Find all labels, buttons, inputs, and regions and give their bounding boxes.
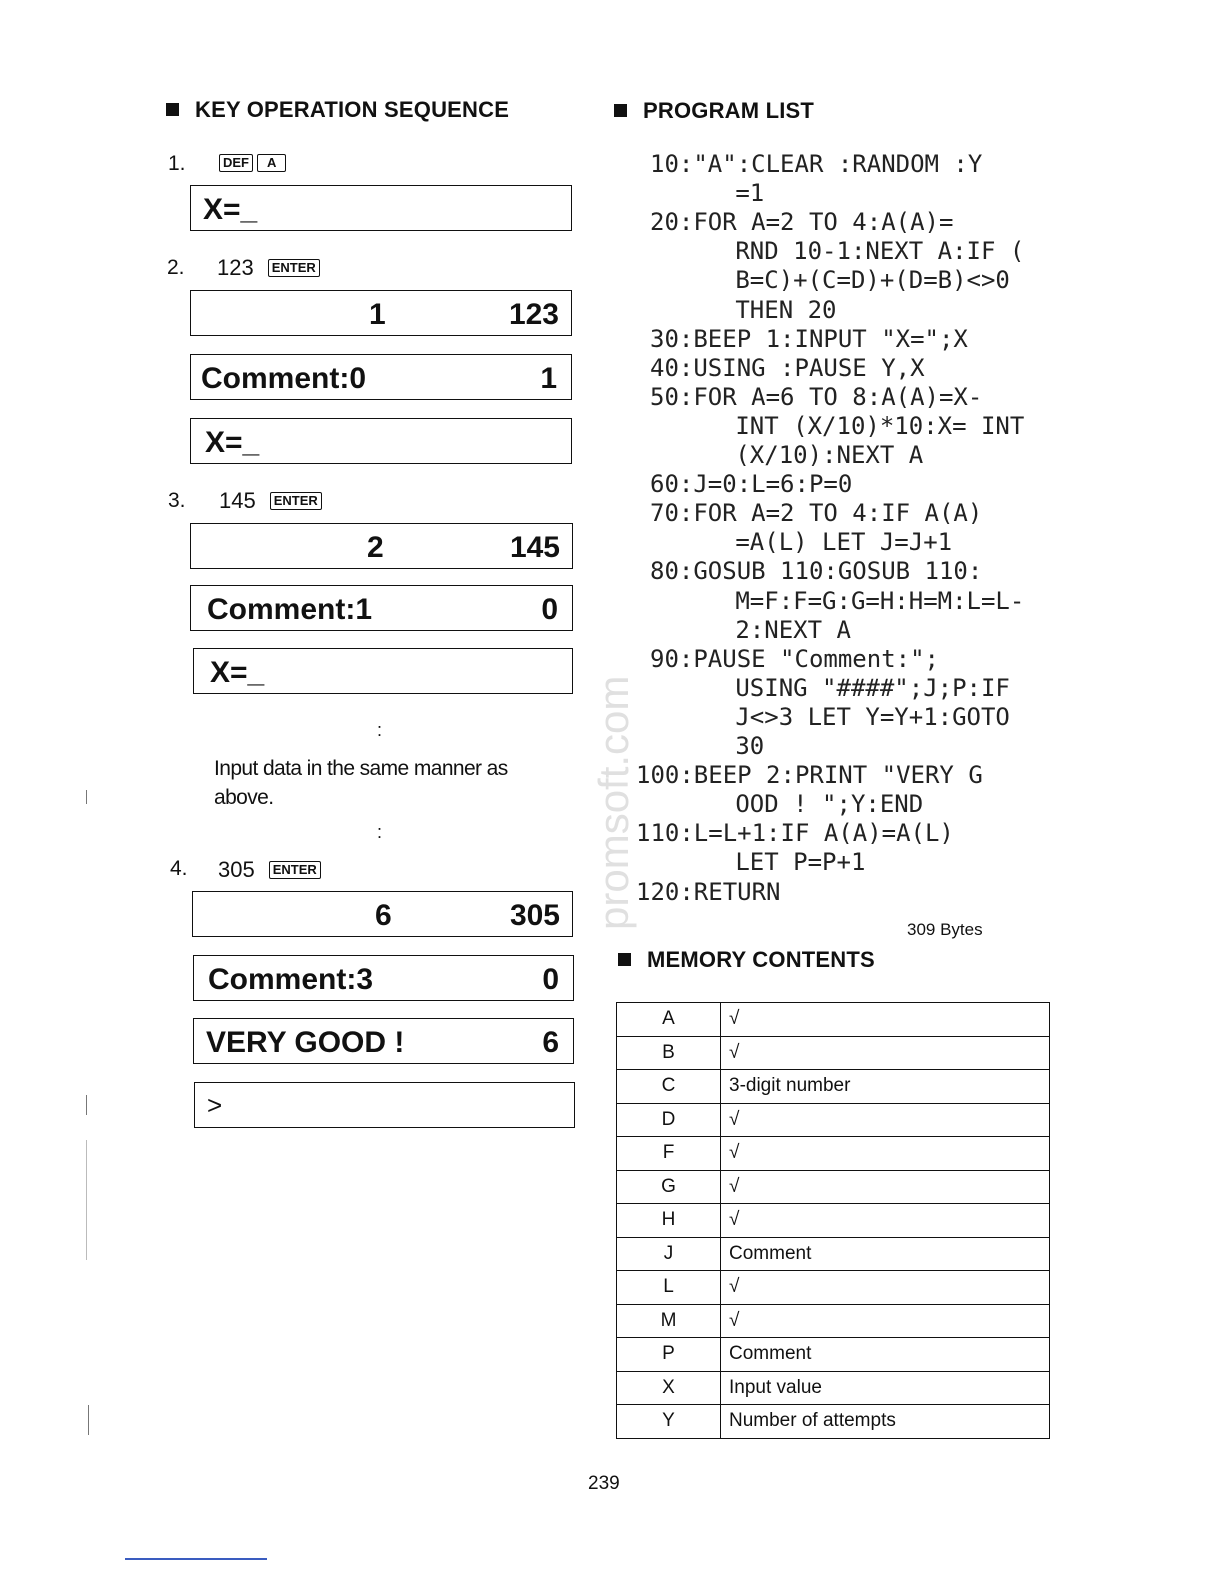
program-line: 90:PAUSE "Comment:"; — [650, 644, 939, 673]
table-row — [617, 1036, 1050, 1070]
program-line: 110:L=L+1:IF A(A)=A(L) — [636, 819, 954, 848]
bullet-square-icon — [614, 104, 627, 117]
lcd-right-text: 0 — [542, 963, 559, 996]
lcd-display — [192, 891, 573, 937]
memory-content: Input value — [721, 1371, 1050, 1405]
table-row — [617, 1170, 1050, 1204]
memory-variable: X — [617, 1371, 721, 1405]
ellipsis: : — [377, 720, 383, 740]
step-input: 145 — [219, 488, 256, 513]
memory-content: 3-digit number — [721, 1070, 1050, 1104]
program-line: INT (X/10)*10:X= INT — [692, 411, 1025, 440]
table-row — [617, 1271, 1050, 1305]
program-line: 10:"A":CLEAR :RANDOM :Y — [650, 150, 983, 178]
ellipsis: : — [377, 822, 383, 842]
lcd-right-text: 305 — [509, 899, 560, 932]
table-row — [617, 1137, 1050, 1171]
table-row — [617, 1237, 1050, 1271]
heading-text: MEMORY CONTENTS — [647, 947, 875, 972]
memory-content: √ — [721, 1103, 1050, 1137]
table-row — [617, 1371, 1050, 1405]
lcd-right-text: 0 — [541, 593, 558, 626]
lcd-display — [190, 290, 572, 336]
program-line: 80:GOSUB 110:GOSUB 110: — [650, 557, 983, 586]
key-a: A — [257, 154, 286, 172]
program-line: (X/10):NEXT A — [692, 441, 924, 469]
program-line: 30:BEEP 1:INPUT "X=";X — [650, 324, 968, 353]
memory-variable: D — [617, 1103, 721, 1137]
program-line: 120:RETURN — [636, 877, 781, 906]
program-line: LET P=P+1 — [692, 848, 866, 877]
memory-content: Number of attempts — [721, 1405, 1050, 1439]
step-number: 3. — [168, 489, 186, 512]
bullet-square-icon — [166, 103, 179, 116]
lcd-right-text: 123 — [508, 298, 559, 331]
memory-content: √ — [721, 1170, 1050, 1204]
lcd-display — [193, 648, 573, 694]
table-row — [617, 1070, 1050, 1104]
lcd-right-text: 6 — [542, 1026, 559, 1059]
program-line: 2:NEXT A — [692, 615, 851, 644]
lcd-left-text: Comment:3 — [208, 963, 374, 996]
lcd-left-text: Comment:1 — [207, 593, 373, 626]
lcd-display — [190, 523, 573, 569]
memory-variable: Y — [617, 1405, 721, 1439]
program-line: 60:J=0:L=6:P=0 — [650, 470, 853, 499]
lcd-left-text: Comment:0 — [201, 362, 367, 395]
memory-variable: C — [617, 1070, 721, 1104]
memory-variable: F — [617, 1137, 721, 1171]
table-row — [617, 1405, 1050, 1439]
memory-content: √ — [721, 1304, 1050, 1338]
step-keys — [217, 255, 320, 281]
step-input: 123 — [217, 255, 254, 280]
lcd-right-text: 145 — [509, 531, 560, 564]
memory-variable: P — [617, 1338, 721, 1372]
memory-variable: J — [617, 1237, 721, 1271]
note-text: Input data in the same manner as above. — [214, 757, 508, 809]
program-line: USING "####";J;P:IF — [692, 673, 1010, 702]
program-size: 309 Bytes — [907, 920, 983, 939]
page-number: 239 — [588, 1473, 620, 1494]
lcd-display — [194, 1082, 575, 1128]
table-row — [617, 1103, 1050, 1137]
bullet-square-icon — [618, 953, 631, 966]
margin-mark — [86, 790, 87, 804]
lcd-display — [190, 185, 572, 231]
program-line: 30 — [692, 732, 765, 760]
lcd-prompt-text: > — [207, 1090, 223, 1120]
memory-content: √ — [721, 1137, 1050, 1171]
memory-content: Comment — [721, 1338, 1050, 1372]
memory-content: √ — [721, 1204, 1050, 1238]
memory-variable: A — [617, 1003, 721, 1037]
table-row — [617, 1204, 1050, 1238]
lcd-left-text: X=_ — [205, 426, 260, 459]
heading-text: PROGRAM LIST — [643, 98, 815, 123]
lcd-mid-text: 1 — [369, 298, 386, 331]
memory-variable: L — [617, 1271, 721, 1305]
program-list-heading — [614, 98, 814, 124]
lcd-display — [193, 955, 574, 1001]
program-line: 20:FOR A=2 TO 4:A(A)= — [650, 208, 954, 237]
step-number: 4. — [170, 857, 188, 880]
margin-mark — [88, 1405, 89, 1435]
margin-mark — [86, 1140, 87, 1260]
bottom-rule — [125, 1558, 267, 1560]
key-def: DEF — [219, 154, 253, 172]
program-line: M=F:F=G:G=H:H=M:L=L- — [692, 586, 1025, 615]
memory-content: √ — [721, 1003, 1050, 1037]
heading-text: KEY OPERATION SEQUENCE — [195, 97, 510, 122]
lcd-left-text: X=_ — [210, 656, 265, 689]
program-line: 100:BEEP 2:PRINT "VERY G — [636, 761, 983, 790]
program-line: =1 — [692, 179, 765, 208]
program-line: =A(L) LET J=J+1 — [692, 528, 953, 557]
step-keys — [218, 857, 321, 883]
table-row — [617, 1304, 1050, 1338]
program-line: 50:FOR A=6 TO 8:A(A)=X- — [650, 382, 983, 411]
lcd-left-text: VERY GOOD ! — [206, 1026, 405, 1059]
memory-content: √ — [721, 1271, 1050, 1305]
lcd-display — [190, 354, 572, 400]
memory-content: √ — [721, 1036, 1050, 1070]
memory-content: Comment — [721, 1237, 1050, 1271]
memory-contents-heading — [618, 947, 875, 973]
program-line: OOD ! ";Y:END — [692, 790, 924, 819]
program-line: 40:USING :PAUSE Y,X — [650, 353, 925, 382]
program-line: RND 10-1:NEXT A:IF ( — [692, 237, 1025, 266]
step-keys — [205, 150, 286, 176]
lcd-mid-text: 6 — [375, 899, 392, 932]
key-enter: ENTER — [270, 492, 322, 510]
key-enter: ENTER — [269, 861, 321, 879]
memory-variable: B — [617, 1036, 721, 1070]
step-keys — [219, 488, 322, 514]
memory-variable: H — [617, 1204, 721, 1238]
table-row — [617, 1338, 1050, 1372]
lcd-display — [193, 1018, 574, 1064]
lcd-display — [190, 418, 572, 464]
key-enter: ENTER — [268, 259, 320, 277]
step-input: 305 — [218, 857, 255, 882]
memory-variable: M — [617, 1304, 721, 1338]
lcd-right-text: 1 — [540, 362, 557, 395]
key-sequence-heading — [166, 97, 509, 123]
lcd-display — [190, 585, 573, 631]
step-number: 1. — [168, 152, 186, 175]
step-number: 2. — [167, 256, 185, 279]
program-line: 70:FOR A=2 TO 4:IF A(A) — [650, 499, 983, 528]
memory-table — [616, 1002, 1050, 1439]
watermark: promsoft.com — [590, 675, 637, 930]
program-line: THEN 20 — [692, 295, 837, 324]
table-row — [617, 1003, 1050, 1037]
program-line: J<>3 LET Y=Y+1:GOTO — [692, 702, 1010, 731]
program-line: B=C)+(C=D)+(D=B)<>0 — [692, 266, 1010, 295]
margin-mark — [86, 1095, 87, 1115]
lcd-mid-text: 2 — [367, 531, 384, 564]
lcd-left-text: X=_ — [203, 193, 258, 226]
memory-variable: G — [617, 1170, 721, 1204]
